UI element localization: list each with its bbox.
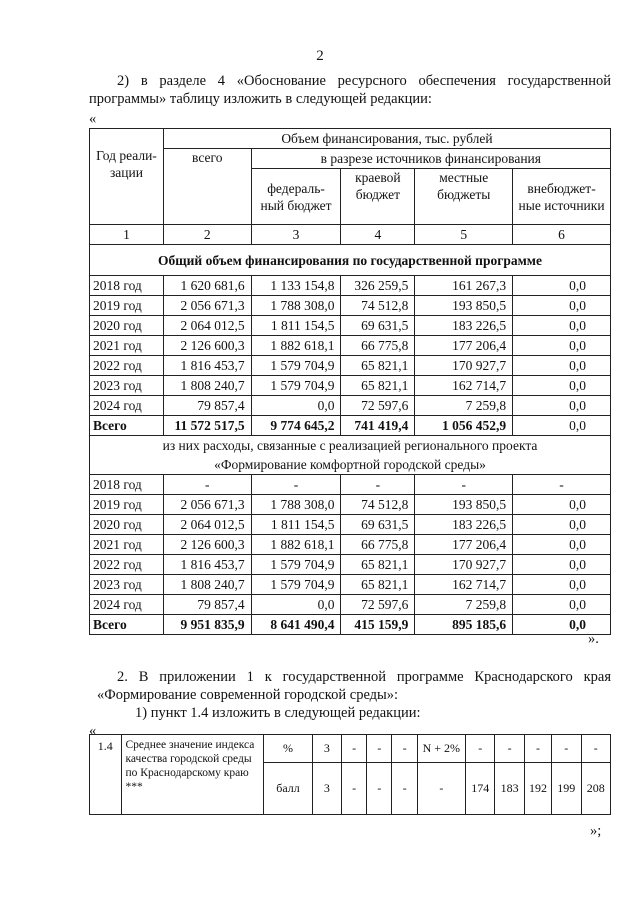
paragraph-line: «Формирование современной городской среды»: xyxy=(97,687,399,703)
cell: 1 808 240,7 xyxy=(163,575,251,595)
cell: 208 xyxy=(581,763,611,815)
cell: 0,0 xyxy=(513,595,611,615)
cell: 162 714,7 xyxy=(415,376,513,396)
cell: - xyxy=(367,763,392,815)
table-row xyxy=(90,376,611,396)
cell: 1 788 308,0 xyxy=(251,296,341,316)
header-extra: внебюджет- ные источники xyxy=(513,169,611,225)
cell: 1 788 308,0 xyxy=(251,495,341,515)
col-number: 2 xyxy=(163,225,251,245)
row-year: 2023 год xyxy=(90,575,164,595)
cell: 1 579 704,9 xyxy=(251,555,341,575)
cell: 3 xyxy=(312,735,341,763)
cell: 162 714,7 xyxy=(415,575,513,595)
cell: 0,0 xyxy=(251,396,341,416)
cell: 1 579 704,9 xyxy=(251,575,341,595)
col-number: 4 xyxy=(341,225,415,245)
table-row xyxy=(90,356,611,376)
cell: 9 951 835,9 xyxy=(163,615,251,635)
cell: 1 816 453,7 xyxy=(163,555,251,575)
col-number: 1 xyxy=(90,225,164,245)
cell: - xyxy=(465,735,494,763)
cell: 177 206,4 xyxy=(415,535,513,555)
cell: - xyxy=(341,475,415,495)
cell: 193 850,5 xyxy=(415,495,513,515)
cell: - xyxy=(251,475,341,495)
header-federal: федераль- ный бюджет xyxy=(251,169,341,225)
header-year: Год реали- зации xyxy=(90,129,164,225)
cell: 2 056 671,3 xyxy=(163,296,251,316)
cell: 199 xyxy=(552,763,581,815)
paragraph-line: 1) пункт 1.4 изложить в следующей редакции: xyxy=(135,705,421,721)
item-number: 1.4 xyxy=(90,735,122,815)
cell: 193 850,5 xyxy=(415,296,513,316)
cell: 895 185,6 xyxy=(415,615,513,635)
cell: 65 821,1 xyxy=(341,376,415,396)
cell: 69 631,5 xyxy=(341,515,415,535)
table-row xyxy=(90,296,611,316)
quote-open: « xyxy=(89,723,97,739)
row-year: 2023 год xyxy=(90,376,164,396)
cell: 72 597,6 xyxy=(341,396,415,416)
cell: 0,0 xyxy=(513,615,611,635)
table-row xyxy=(90,396,611,416)
col-number: 6 xyxy=(513,225,611,245)
cell: 3 xyxy=(312,763,341,815)
cell: 7 259,8 xyxy=(415,396,513,416)
quote-close: ». xyxy=(588,631,599,647)
cell: - xyxy=(342,763,367,815)
cell: 66 775,8 xyxy=(341,336,415,356)
cell: 2 126 600,3 xyxy=(163,535,251,555)
table-rows-project xyxy=(90,475,611,615)
cell: 1 811 154,5 xyxy=(251,316,341,336)
cell: 2 056 671,3 xyxy=(163,495,251,515)
cell: 0,0 xyxy=(513,316,611,336)
cell: 0,0 xyxy=(513,515,611,535)
cell: 415 159,9 xyxy=(341,615,415,635)
table-row xyxy=(90,316,611,336)
cell: - xyxy=(415,475,513,495)
funding-table xyxy=(89,128,611,635)
row-year: 2019 год xyxy=(90,296,164,316)
cell: 8 641 490,4 xyxy=(251,615,341,635)
table-row xyxy=(90,735,611,763)
cell: 79 857,4 xyxy=(163,396,251,416)
section-subtitle-line: из них расходы, связанные с реализацией регионального проекта xyxy=(162,438,538,453)
cell: 7 259,8 xyxy=(415,595,513,615)
quote-close: »; xyxy=(590,823,602,839)
cell: - xyxy=(495,735,524,763)
cell: 72 597,6 xyxy=(341,595,415,615)
table-rows-total xyxy=(90,276,611,416)
cell: 11 572 517,5 xyxy=(163,416,251,436)
cell: 2 064 012,5 xyxy=(163,316,251,336)
cell: 183 xyxy=(495,763,524,815)
row-year: 2024 год xyxy=(90,595,164,615)
cell: 1 133 154,8 xyxy=(251,276,341,296)
row-year: 2021 год xyxy=(90,535,164,555)
cell: - xyxy=(342,735,367,763)
cell: - xyxy=(367,735,392,763)
table-row xyxy=(90,595,611,615)
cell: 183 226,5 xyxy=(415,515,513,535)
row-year: 2022 год xyxy=(90,555,164,575)
col-number: 3 xyxy=(251,225,341,245)
cell: 161 267,3 xyxy=(415,276,513,296)
cell: - xyxy=(552,735,581,763)
paragraph-line: 2) в разделе 4 «Обоснование ресурсного обеспечения государственной xyxy=(117,73,611,89)
paragraph-line: программы» таблицу изложить в следующей редакции: xyxy=(89,91,432,107)
page-number: 2 xyxy=(316,48,324,64)
cell: - xyxy=(513,475,611,495)
cell: 1 620 681,6 xyxy=(163,276,251,296)
table-row-total xyxy=(90,416,611,436)
header-sources: в разрезе источников финансирования xyxy=(251,149,610,169)
table-row xyxy=(90,336,611,356)
cell: 0,0 xyxy=(513,535,611,555)
row-year: 2019 год xyxy=(90,495,164,515)
cell: 1 579 704,9 xyxy=(251,376,341,396)
cell: 0,0 xyxy=(513,296,611,316)
paragraph-line: 2. В приложении 1 к государственной программе Краснодарского края xyxy=(117,669,611,685)
cell: 0,0 xyxy=(513,276,611,296)
table-row-total xyxy=(90,615,611,635)
cell: - xyxy=(392,763,417,815)
cell: 0,0 xyxy=(513,336,611,356)
cell: 0,0 xyxy=(513,416,611,436)
table-row xyxy=(90,555,611,575)
cell: балл xyxy=(264,763,312,815)
item-description: Среднее значение индекса качества городской среды по Краснодарскому краю *** xyxy=(121,735,264,815)
row-year: 2020 год xyxy=(90,316,164,336)
cell: % xyxy=(264,735,312,763)
cell: 177 206,4 xyxy=(415,336,513,356)
cell: 1 808 240,7 xyxy=(163,376,251,396)
cell: 65 821,1 xyxy=(341,555,415,575)
table-row xyxy=(90,495,611,515)
table-row xyxy=(90,276,611,296)
cell: 0,0 xyxy=(513,376,611,396)
cell: - xyxy=(581,735,611,763)
cell: 741 419,4 xyxy=(341,416,415,436)
cell: 0,0 xyxy=(513,396,611,416)
cell: 183 226,5 xyxy=(415,316,513,336)
cell: 2 064 012,5 xyxy=(163,515,251,535)
cell: 9 774 645,2 xyxy=(251,416,341,436)
cell: 1 811 154,5 xyxy=(251,515,341,535)
cell: 0,0 xyxy=(513,495,611,515)
row-year: 2018 год xyxy=(90,276,164,296)
row-year: 2021 год xyxy=(90,336,164,356)
row-year: 2024 год xyxy=(90,396,164,416)
quote-open: « xyxy=(89,111,97,127)
row-year: 2020 год xyxy=(90,515,164,535)
cell: 192 xyxy=(524,763,551,815)
header-funding: Объем финансирования, тыс. рублей xyxy=(163,129,610,149)
header-total: всего xyxy=(163,149,251,225)
cell: 74 512,8 xyxy=(341,296,415,316)
cell: 2 126 600,3 xyxy=(163,336,251,356)
cell: 0,0 xyxy=(513,575,611,595)
indicator-table xyxy=(89,734,611,815)
cell: - xyxy=(163,475,251,495)
table-row xyxy=(90,535,611,555)
cell: 1 579 704,9 xyxy=(251,356,341,376)
table-row xyxy=(90,575,611,595)
section-title: Общий объем финансирования по государственной программе xyxy=(90,245,611,276)
cell: 1 056 452,9 xyxy=(415,416,513,436)
cell: 0,0 xyxy=(251,595,341,615)
cell: 65 821,1 xyxy=(341,356,415,376)
cell: - xyxy=(524,735,551,763)
cell: - xyxy=(417,763,465,815)
cell: N + 2% xyxy=(417,735,465,763)
cell: 326 259,5 xyxy=(341,276,415,296)
cell: 66 775,8 xyxy=(341,535,415,555)
cell: 74 512,8 xyxy=(341,495,415,515)
cell: - xyxy=(392,735,417,763)
cell: 174 xyxy=(465,763,494,815)
cell: 1 816 453,7 xyxy=(163,356,251,376)
cell: Всего xyxy=(90,615,164,635)
cell: 170 927,7 xyxy=(415,356,513,376)
header-regional: краевой бюджет xyxy=(341,169,415,225)
row-year: 2022 год xyxy=(90,356,164,376)
cell: 170 927,7 xyxy=(415,555,513,575)
cell: 79 857,4 xyxy=(163,595,251,615)
cell: 0,0 xyxy=(513,555,611,575)
section-subtitle xyxy=(90,436,611,475)
cell: 1 882 618,1 xyxy=(251,535,341,555)
table-row xyxy=(90,515,611,535)
cell: 1 882 618,1 xyxy=(251,336,341,356)
cell: 69 631,5 xyxy=(341,316,415,336)
cell: 65 821,1 xyxy=(341,575,415,595)
col-number: 5 xyxy=(415,225,513,245)
cell: Всего xyxy=(90,416,164,436)
header-local: местные бюджеты xyxy=(415,169,513,225)
section-subtitle-line: «Формирование комфортной городской среды» xyxy=(214,457,486,472)
row-year: 2018 год xyxy=(90,475,164,495)
table-row xyxy=(90,475,611,495)
cell: 0,0 xyxy=(513,356,611,376)
